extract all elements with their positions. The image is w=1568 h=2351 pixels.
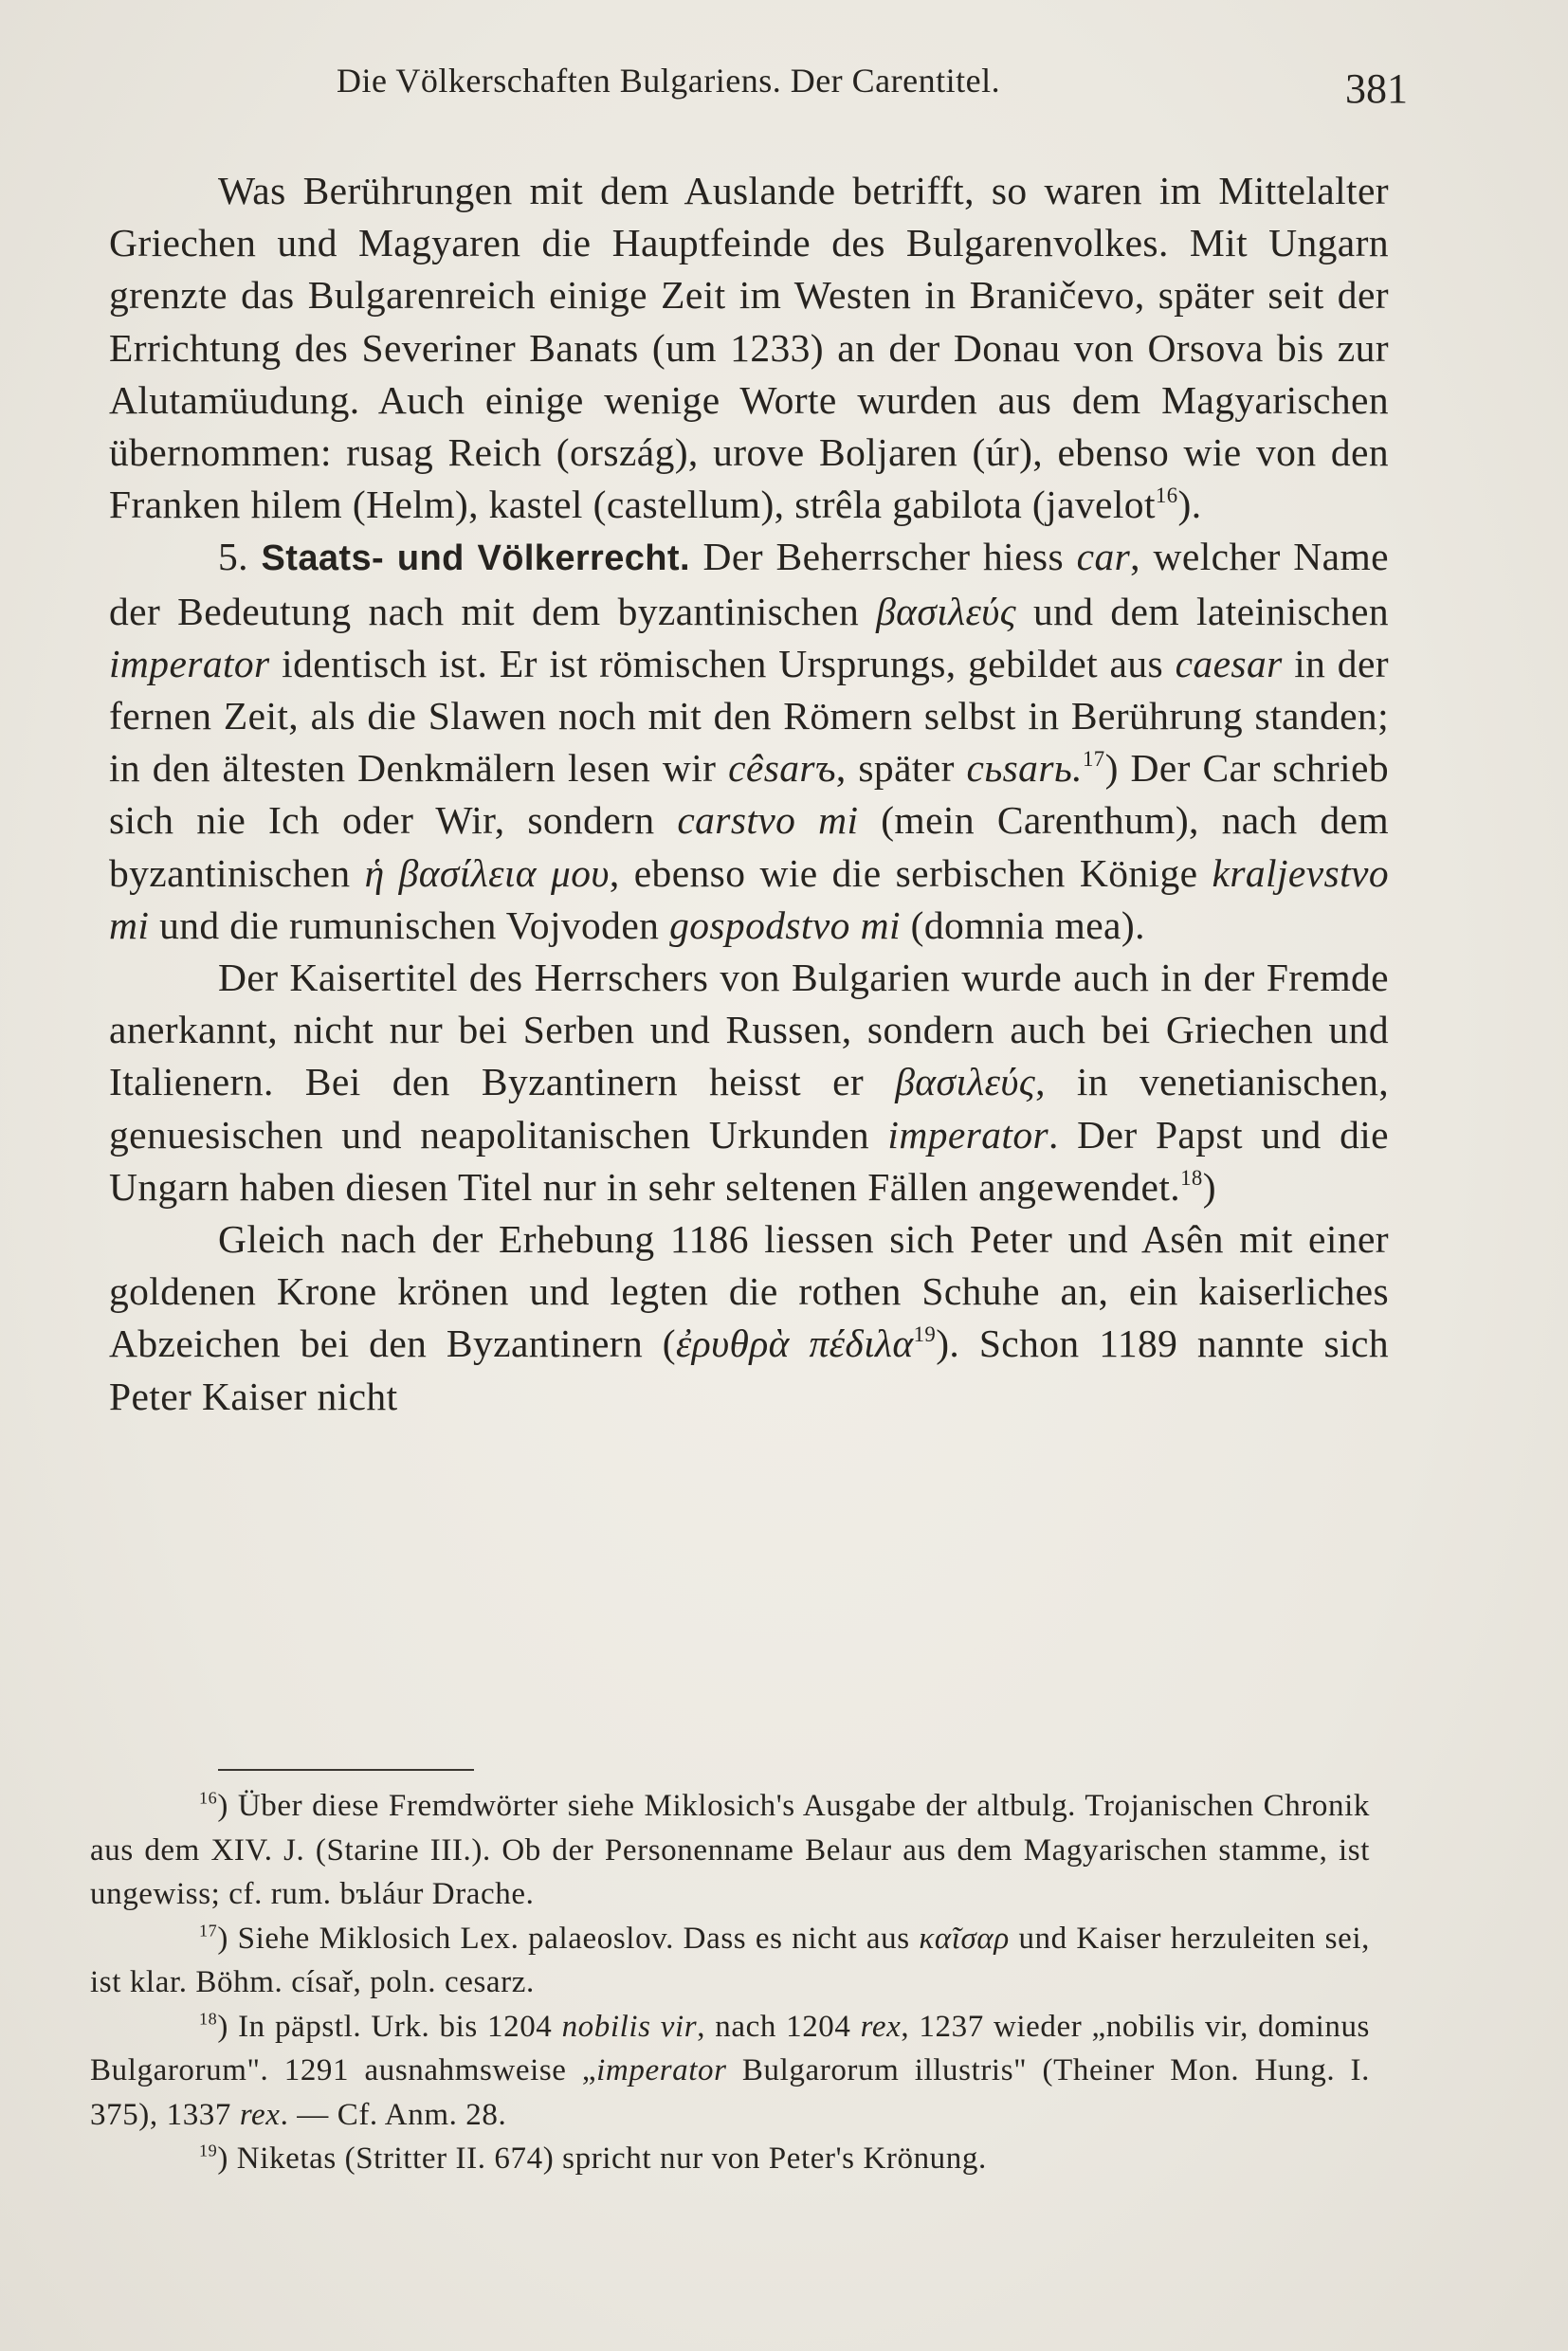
footnote-mark: 19 <box>199 2141 218 2160</box>
main-text <box>109 165 1389 1423</box>
text-run: (mein Carenthum), nach dem byzantinischen <box>109 798 1390 895</box>
paragraph-kaisertitel <box>109 952 1389 1213</box>
footnote-16 <box>90 1784 1370 1917</box>
text-run: identisch ist. Er ist römischen Ursprungs, gebildet aus <box>269 641 1176 685</box>
text-run: ). Schon 1189 nannte sich Peter Kaiser nicht <box>109 1321 1389 1418</box>
italic-term: βασιλεύς <box>895 1060 1036 1104</box>
italic-term: gospodstvo mi <box>669 902 901 947</box>
footnote-mark: 17 <box>199 1920 218 1940</box>
italic-term: nobilis vir <box>561 2009 698 2044</box>
text-run: ) <box>1202 1164 1216 1209</box>
text-run: , welcher Name der Bedeutung nach mit dem byzantinischen <box>109 535 1389 633</box>
footnote-ref-18: 18 <box>1180 1165 1203 1190</box>
footnote-ref-17: 17 <box>1082 747 1105 772</box>
text-run: und dem lateinischen <box>1015 589 1389 633</box>
footnote-17 <box>90 1917 1370 2005</box>
italic-term: ἐρυθρὰ πέδιλα <box>676 1321 914 1366</box>
italic-term: imperator <box>596 2053 727 2087</box>
footnote-divider <box>218 1769 474 1771</box>
text-run: ) Der Car schrieb sich nie Ich oder Wir, sondern <box>109 746 1389 843</box>
footnote-ref-19: 19 <box>913 1322 937 1347</box>
italic-term: rex <box>239 2097 281 2132</box>
text-run: ) Über diese Fremdwörter siehe Miklosich's Ausgabe der altbulg. Trojanischen Chronik aus dem XIV. J. (Starine III.). Ob der Personenname Belaur aus dem Magyarischen stamme, ist ungewiss; cf. rum. bъláur Drache. <box>90 1789 1370 1911</box>
italic-term: car <box>1076 535 1131 579</box>
italic-term: cьsarь. <box>966 746 1083 791</box>
italic-term: καῖσαρ <box>919 1921 1010 1956</box>
text-run: , nach 1204 <box>697 2009 861 2044</box>
page-number: 381 <box>1345 65 1408 112</box>
italic-term: caesar <box>1175 641 1283 685</box>
running-title: Die Völkerschaften Bulgariens. Der Carentitel. <box>337 62 1001 100</box>
text-run: und Kaiser herzuleiten sei, ist klar. Böhm. císař, poln. cesarz. <box>90 1921 1370 1999</box>
text-run: ). <box>1177 483 1202 527</box>
footnote-18 <box>90 2005 1370 2138</box>
text-run: Der Kaisertitel des Herrschers von Bulgarien wurde auch in der Fremde anerkannt, nicht nur bei Serben und Russen, sondern auch bei Griechen und Italienern. Bei den Byzantinern heisst er <box>109 956 1389 1104</box>
section-heading: Staats- und Völkerrecht. <box>261 538 690 579</box>
italic-term: rex <box>860 2009 902 2044</box>
italic-term: βασιλεύς <box>876 589 1016 633</box>
italic-term: kraljevstvo mi <box>109 850 1389 947</box>
text-run: , 1237 wieder „nobilis vir, dominus Bulgarorum". 1291 ausnahmsweise „ <box>90 2009 1370 2087</box>
text-run: , später <box>835 746 967 791</box>
text-run: . — Cf. Anm. 28. <box>280 2097 507 2132</box>
text-run: und die rumunischen Vojvoden <box>149 902 670 947</box>
footnote-ref-16: 16 <box>1155 483 1178 508</box>
paragraph-staats-voelkerrecht <box>109 531 1389 952</box>
text-run: Was Berührungen mit dem Auslande betrifft, so waren im Mittelalter Griechen und Magyaren die Hauptfeinde des Bulgarenvolkes. Mit Ungarn grenzte das Bulgarenreich einige Zeit im Westen in Braničevo, später seit der Errichtung des Severiner Banats (um 1233) an der Donau von Orsova bis zur Alutamüudung. Auch einige wenige Worte wurden aus dem Magyarischen übernommen: rusag Reich (ország), urove Boljaren (úr), ebenso wie von den Franken hilem (Helm), kastel (castellum), strêla gabilota (javelot <box>109 169 1389 527</box>
text-run: ) Siehe Miklosich Lex. palaeoslov. Dass es nicht aus <box>217 1921 920 1956</box>
text-run: Bulgarorum illustris" (Theiner Mon. Hung. I. 375), 1337 <box>90 2053 1370 2132</box>
paragraph-erhebung <box>109 1213 1389 1423</box>
italic-term: imperator <box>109 641 270 685</box>
page-header <box>337 44 1408 119</box>
text-run: . Der Papst und die Ungarn haben diesen Titel nur in sehr seltenen Fällen angewendet. <box>109 1112 1389 1209</box>
text-run: (domnia mea). <box>900 902 1145 947</box>
italic-term: carstvo mi <box>677 798 859 843</box>
italic-term: ἡ βασίλεια μου <box>364 850 610 895</box>
italic-term: imperator <box>887 1112 1049 1157</box>
text-run: ) Niketas (Stritter II. 674) spricht nur von Peter's Krönung. <box>217 2141 987 2176</box>
footnote-mark: 16 <box>199 1788 218 1808</box>
footnotes <box>90 1784 1370 2181</box>
text-run: Der Beherrscher hiess <box>689 535 1077 579</box>
section-number: 5. <box>218 535 248 579</box>
text-run: Gleich nach der Erhebung 1186 liessen sich Peter und Asên mit einer goldenen Krone krönen und legten die rothen Schuhe an, ein kaiserliches Abzeichen bei den Byzantinern ( <box>109 1217 1389 1366</box>
footnote-mark: 18 <box>199 2008 218 2028</box>
paragraph-foreign-relations <box>109 165 1389 531</box>
text-run: , ebenso wie die serbischen Könige <box>609 850 1212 895</box>
italic-term: cêsarъ <box>728 746 836 791</box>
text-run: ) In päpstl. Urk. bis 1204 <box>217 2009 562 2044</box>
text-run: in der fernen Zeit, als die Slawen noch mit den Römern selbst in Berührung standen; in den ältesten Denkmälern lesen wir <box>109 641 1390 791</box>
text-run: , in venetianischen, genuesischen und neapolitanischen Urkunden <box>109 1060 1389 1157</box>
footnote-19 <box>90 2137 1370 2181</box>
